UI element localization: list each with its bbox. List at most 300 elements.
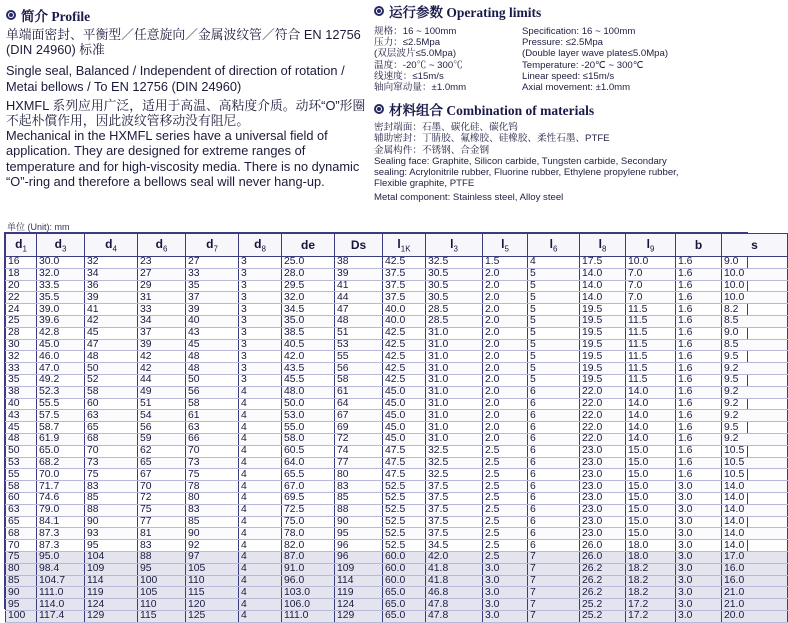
table-cell: 74 (335, 445, 383, 457)
table-cell: 31.0 (426, 374, 483, 386)
column-header-label: Ds (350, 238, 367, 252)
table-cell: 69.5 (282, 492, 335, 504)
table-cell: 42.5 (383, 339, 426, 351)
table-cell: 11.5 (626, 351, 676, 363)
table-cell: 40.0 (383, 304, 426, 316)
table-cell: 37.5 (426, 504, 483, 516)
table-cell: 52.5 (383, 528, 426, 540)
table-cell: 3 (239, 292, 282, 304)
table-cell: 17.0 (722, 551, 788, 563)
table-cell: 10.0 (722, 268, 788, 280)
table-cell: 3 (239, 339, 282, 351)
table-row (6, 410, 788, 422)
column-header (426, 234, 483, 257)
table-cell: 50 (186, 374, 239, 386)
table-cell: 25.2 (580, 599, 626, 611)
table-cell: 4 (239, 504, 282, 516)
table-cell: 7 (528, 563, 580, 575)
table-cell: 104.7 (37, 575, 85, 587)
table-cell: 4 (528, 257, 580, 269)
table-row (6, 422, 788, 434)
table-row (6, 268, 788, 280)
table-cell: 31.0 (426, 339, 483, 351)
table-row (6, 445, 788, 457)
table-cell: 4 (239, 575, 282, 587)
table-cell: 22.0 (580, 410, 626, 422)
table-cell: 48 (186, 351, 239, 363)
column-header (580, 234, 626, 257)
table-cell: 44 (335, 292, 383, 304)
table-cell: 10.0 (722, 292, 788, 304)
table-cell: 46.8 (426, 587, 483, 599)
table-cell: 110 (138, 599, 186, 611)
table-cell: 3.0 (676, 587, 722, 599)
table-cell: 11.5 (626, 374, 676, 386)
table-row (6, 563, 788, 575)
table-cell: 42.5 (383, 257, 426, 269)
table-cell: 15.0 (626, 492, 676, 504)
table-row (6, 257, 788, 269)
table-cell: 9.5 (722, 374, 788, 386)
table-cell: 18 (6, 268, 37, 280)
table-cell: 6 (528, 504, 580, 516)
table-cell: 46.0 (37, 351, 85, 363)
table-cell: 2.0 (483, 268, 528, 280)
table-row (6, 540, 788, 552)
table-row (6, 292, 788, 304)
table-cell: 8.5 (722, 315, 788, 327)
table-cell: 18.0 (626, 551, 676, 563)
table-cell: 50.0 (282, 398, 335, 410)
table-cell: 85 (186, 516, 239, 528)
table-cell: 27 (186, 257, 239, 269)
table-cell: 42.5 (383, 327, 426, 339)
table-cell: 52 (85, 374, 138, 386)
table-cell: 31.0 (426, 386, 483, 398)
table-cell: 1.6 (676, 257, 722, 269)
column-header-subscript: 8 (601, 244, 607, 254)
table-cell: 9.5 (722, 422, 788, 434)
limit-cn: 线速度：≤15m/s (374, 70, 444, 82)
table-cell: 75 (85, 469, 138, 481)
table-cell: 2.0 (483, 280, 528, 292)
table-cell: 4 (239, 528, 282, 540)
table-cell: 6 (528, 386, 580, 398)
table-cell: 39 (186, 304, 239, 316)
table-cell: 75 (138, 504, 186, 516)
table-cell: 14.0 (722, 481, 788, 493)
table-cell: 2.0 (483, 327, 528, 339)
table-cell: 18.0 (626, 540, 676, 552)
column-header (37, 234, 85, 257)
table-cell: 83 (138, 540, 186, 552)
table-cell: 2.0 (483, 351, 528, 363)
table-cell: 84.1 (37, 516, 85, 528)
table-cell: 96 (335, 551, 383, 563)
table-cell: 45.0 (383, 422, 426, 434)
table-cell: 60.0 (383, 563, 426, 575)
limit-en: Temperature: -20℃ ~ 300℃ (522, 59, 644, 71)
table-cell: 2.5 (483, 504, 528, 516)
table-cell: 2.0 (483, 363, 528, 375)
table-cell: 23.0 (580, 457, 626, 469)
table-cell: 9.5 (722, 351, 788, 363)
table-cell: 23.0 (580, 504, 626, 516)
table-cell: 11.5 (626, 327, 676, 339)
table-cell: 15.0 (626, 469, 676, 481)
table-cell: 9.2 (722, 386, 788, 398)
table-cell: 1.6 (676, 433, 722, 445)
table-cell: 30 (6, 339, 37, 351)
table-cell: 3.0 (676, 563, 722, 575)
table-cell: 40 (6, 398, 37, 410)
bullet-icon (374, 104, 384, 114)
table-cell: 6 (528, 481, 580, 493)
table-cell: 9.2 (722, 363, 788, 375)
column-header-label: d (206, 236, 214, 251)
limit-cn: 轴向窜动量：±1.0mm (374, 82, 467, 94)
table-cell: 2.0 (483, 398, 528, 410)
table-cell: 9.2 (722, 433, 788, 445)
table-cell: 31.0 (426, 422, 483, 434)
table-cell: 1.6 (676, 422, 722, 434)
column-header-subscript: 4 (112, 244, 117, 254)
table-cell: 21.0 (722, 587, 788, 599)
table-cell: 55 (335, 351, 383, 363)
table-cell: 80 (6, 563, 37, 575)
table-cell: 14.0 (722, 540, 788, 552)
table-cell: 38 (6, 386, 37, 398)
table-cell: 65.0 (383, 587, 426, 599)
table-cell: 18.2 (626, 587, 676, 599)
table-cell: 39.6 (37, 315, 85, 327)
material-line: sealing: Acrylonitrile rubber, Fluorine rubber, Ethylene propylene rubber, (374, 167, 679, 179)
column-header (85, 234, 138, 257)
table-cell: 45 (186, 339, 239, 351)
table-cell: 19.5 (580, 351, 626, 363)
table-cell: 5 (528, 280, 580, 292)
table-cell: 88 (138, 551, 186, 563)
table-cell: 48 (6, 433, 37, 445)
table-cell: 129 (335, 610, 383, 622)
table-cell: 32 (6, 351, 37, 363)
limits-title: 运行参数 Operating limits (389, 5, 542, 20)
table-cell: 58.7 (37, 422, 85, 434)
table-cell: 93 (85, 528, 138, 540)
table-cell: 5 (528, 351, 580, 363)
table-cell: 111.0 (282, 610, 335, 622)
material-line: 密封端面：石墨、碳化硅、碳化钨 (374, 122, 518, 134)
table-cell: 110 (186, 575, 239, 587)
table-cell: 67 (335, 410, 383, 422)
table-cell: 6 (528, 516, 580, 528)
limit-cn: (双层波片≤5.0Mpa) (374, 48, 457, 60)
table-cell: 47.0 (37, 363, 85, 375)
table-cell: 32.5 (426, 469, 483, 481)
table-row (6, 492, 788, 504)
table-cell: 91.0 (282, 563, 335, 575)
table-cell: 58 (335, 374, 383, 386)
table-cell: 32.0 (282, 292, 335, 304)
table-cell: 26.2 (580, 563, 626, 575)
table-cell: 35 (6, 374, 37, 386)
table-cell: 20.0 (722, 610, 788, 622)
table-cell: 77 (138, 516, 186, 528)
table-row (6, 339, 788, 351)
table-cell: 14.0 (722, 516, 788, 528)
table-cell: 88 (335, 504, 383, 516)
table-cell: 52.3 (37, 386, 85, 398)
table-cell: 43.5 (282, 363, 335, 375)
table-cell: 7.0 (626, 268, 676, 280)
table-cell: 3 (239, 351, 282, 363)
table-cell: 45.0 (383, 433, 426, 445)
table-cell: 10.0 (722, 280, 788, 292)
table-cell: 2.0 (483, 304, 528, 316)
table-cell: 23.0 (580, 528, 626, 540)
table-cell: 55 (6, 469, 37, 481)
table-cell: 65 (138, 457, 186, 469)
limits-heading (374, 2, 746, 20)
table-cell: 59 (138, 433, 186, 445)
table-cell: 117.4 (37, 610, 85, 622)
table-cell: 3.0 (483, 575, 528, 587)
table-row (6, 599, 788, 611)
table-cell: 38 (335, 257, 383, 269)
table-cell: 85 (335, 492, 383, 504)
table-cell: 104 (85, 551, 138, 563)
table-cell: 97 (186, 551, 239, 563)
table-cell: 23.0 (580, 445, 626, 457)
table-cell: 96 (335, 540, 383, 552)
column-header-label: de (300, 238, 315, 252)
table-cell: 1.6 (676, 304, 722, 316)
table-cell: 22.0 (580, 422, 626, 434)
table-cell: 2.0 (483, 410, 528, 422)
table-cell: 1.6 (676, 268, 722, 280)
table-cell: 3.0 (676, 492, 722, 504)
table-cell: 78.0 (282, 528, 335, 540)
material-line: 辅助密封：丁腈胶、氟橡胶、硅橡胶、柔性石墨、PTFE (374, 133, 610, 145)
column-header-subscript: 7 (213, 244, 218, 254)
material-line: Flexible graphite, PTFE (374, 178, 475, 190)
table-cell: 28.5 (426, 315, 483, 327)
table-cell: 18.2 (626, 563, 676, 575)
table-cell: 1.6 (676, 280, 722, 292)
table-cell: 70 (186, 445, 239, 457)
table-cell: 2.5 (483, 516, 528, 528)
table-cell: 27 (138, 268, 186, 280)
table-cell: 67 (138, 469, 186, 481)
table-cell: 41.8 (426, 575, 483, 587)
column-header-subscript: 6 (162, 244, 168, 254)
table-cell: 2.0 (483, 386, 528, 398)
table-cell: 3.0 (483, 563, 528, 575)
table-cell: 11.5 (626, 363, 676, 375)
column-header (138, 234, 186, 257)
table-cell: 7 (528, 610, 580, 622)
table-cell: 5 (528, 292, 580, 304)
table-cell: 4 (239, 422, 282, 434)
table-cell: 40.0 (383, 315, 426, 327)
table-cell: 115 (186, 587, 239, 599)
table-cell: 65.5 (282, 469, 335, 481)
table-cell: 37 (138, 327, 186, 339)
table-cell: 114 (335, 575, 383, 587)
table-cell: 31.0 (426, 398, 483, 410)
table-header-row (6, 234, 788, 257)
table-cell: 32 (85, 257, 138, 269)
table-cell: 114 (85, 575, 138, 587)
table-cell: 70 (6, 540, 37, 552)
column-header (722, 234, 788, 257)
table-cell: 69 (335, 422, 383, 434)
table-cell: 23 (138, 257, 186, 269)
table-cell: 19.5 (580, 363, 626, 375)
table-cell: 87.3 (37, 540, 85, 552)
table-cell: 52.5 (383, 540, 426, 552)
table-cell: 56 (335, 363, 383, 375)
table-row (6, 551, 788, 563)
table-cell: 1.6 (676, 386, 722, 398)
table-cell: 67.0 (282, 481, 335, 493)
column-header (483, 234, 528, 257)
column-header (186, 234, 239, 257)
limit-cn: 压力：≤2.5Mpa (374, 37, 441, 49)
table-cell: 10.5 (722, 445, 788, 457)
table-cell: 4 (239, 540, 282, 552)
table-cell: 6 (528, 540, 580, 552)
table-cell: 15.0 (626, 481, 676, 493)
table-cell: 7.0 (626, 280, 676, 292)
table-cell: 6 (528, 445, 580, 457)
table-cell: 100 (6, 610, 37, 622)
table-row (6, 351, 788, 363)
profile-cn-2: HXMFL 系列应用广泛，适用于高温、高粘度介质。动环“O”形圈不起朴償作用，因此波纹管移动没有阻尼。 (6, 97, 366, 129)
dimension-table (5, 233, 788, 623)
table-cell: 54 (138, 410, 186, 422)
table-cell: 7 (528, 551, 580, 563)
table-cell: 35 (186, 280, 239, 292)
table-cell: 1.6 (676, 351, 722, 363)
column-header-label: d (54, 236, 62, 251)
table-cell: 37.5 (383, 268, 426, 280)
table-cell: 3.0 (676, 610, 722, 622)
table-cell: 4 (239, 516, 282, 528)
table-row (6, 304, 788, 316)
table-cell: 68 (6, 528, 37, 540)
column-header-label: b (694, 238, 703, 252)
table-row (6, 575, 788, 587)
limit-en: (Double layer wave plate≤5.0Mpa) (522, 48, 669, 60)
table-cell: 65.0 (383, 599, 426, 611)
table-cell: 23.0 (580, 492, 626, 504)
table-cell: 52.5 (383, 492, 426, 504)
table-cell: 58 (186, 398, 239, 410)
table-cell: 57.5 (37, 410, 85, 422)
table-cell: 58 (6, 481, 37, 493)
table-cell: 119 (85, 587, 138, 599)
table-cell: 43 (186, 327, 239, 339)
table-cell: 105 (138, 587, 186, 599)
table-cell: 72.5 (282, 504, 335, 516)
table-cell: 3.0 (483, 610, 528, 622)
table-cell: 71.7 (37, 481, 85, 493)
table-cell: 17.2 (626, 599, 676, 611)
table-cell: 55.5 (37, 398, 85, 410)
table-cell: 4 (239, 386, 282, 398)
table-cell: 3 (239, 315, 282, 327)
table-cell: 3 (239, 363, 282, 375)
table-cell: 95 (138, 563, 186, 575)
table-cell: 15.0 (626, 516, 676, 528)
table-cell: 48 (335, 315, 383, 327)
table-cell: 19.5 (580, 339, 626, 351)
table-cell: 63 (85, 410, 138, 422)
table-cell: 48 (85, 351, 138, 363)
table-cell: 124 (335, 599, 383, 611)
column-header-subscript: 3 (453, 244, 458, 254)
table-cell: 4 (239, 410, 282, 422)
table-cell: 72 (335, 433, 383, 445)
table-cell: 14.0 (722, 504, 788, 516)
table-cell: 64 (335, 398, 383, 410)
table-cell: 66 (186, 433, 239, 445)
table-cell: 1.6 (676, 469, 722, 481)
table-cell: 47.5 (383, 457, 426, 469)
table-cell: 31.0 (426, 433, 483, 445)
table-cell: 24 (6, 304, 37, 316)
table-cell: 11.5 (626, 315, 676, 327)
table-cell: 73 (85, 457, 138, 469)
table-cell: 114.0 (37, 599, 85, 611)
table-cell: 8.2 (722, 304, 788, 316)
column-header-label: d (15, 236, 23, 251)
table-cell: 14.0 (722, 492, 788, 504)
table-cell: 4 (239, 563, 282, 575)
table-cell: 17.5 (580, 257, 626, 269)
profile-cn-1: 单端面密封、平衡型／任意旋向／金属波纹管／符合 EN 12756 (DIN 24960) 标准 (6, 27, 361, 58)
materials-title: 材料组合 Combination of materials (389, 103, 595, 119)
table-cell: 3 (239, 268, 282, 280)
profile-heading (6, 6, 368, 24)
table-cell: 88 (85, 504, 138, 516)
table-cell: 2.0 (483, 292, 528, 304)
table-cell: 5 (528, 339, 580, 351)
table-cell: 65.0 (383, 610, 426, 622)
table-cell: 23.0 (580, 481, 626, 493)
table-cell: 6 (528, 469, 580, 481)
table-cell: 41 (85, 304, 138, 316)
table-cell: 37.5 (426, 481, 483, 493)
limit-en: Pressure: ≤2.5Mpa (522, 37, 603, 49)
table-cell: 51 (138, 398, 186, 410)
table-cell: 45.0 (383, 398, 426, 410)
table-cell: 40 (186, 315, 239, 327)
table-cell: 26.2 (580, 575, 626, 587)
table-cell: 60.5 (282, 445, 335, 457)
table-cell: 79.0 (37, 504, 85, 516)
column-header-subscript: 5 (504, 244, 509, 254)
table-cell: 1.6 (676, 445, 722, 457)
table-cell: 4 (239, 492, 282, 504)
table-cell: 14.0 (626, 386, 676, 398)
table-cell: 73 (186, 457, 239, 469)
table-cell: 30.5 (426, 292, 483, 304)
table-cell: 15.0 (626, 528, 676, 540)
table-row (6, 528, 788, 540)
table-cell: 4 (239, 433, 282, 445)
